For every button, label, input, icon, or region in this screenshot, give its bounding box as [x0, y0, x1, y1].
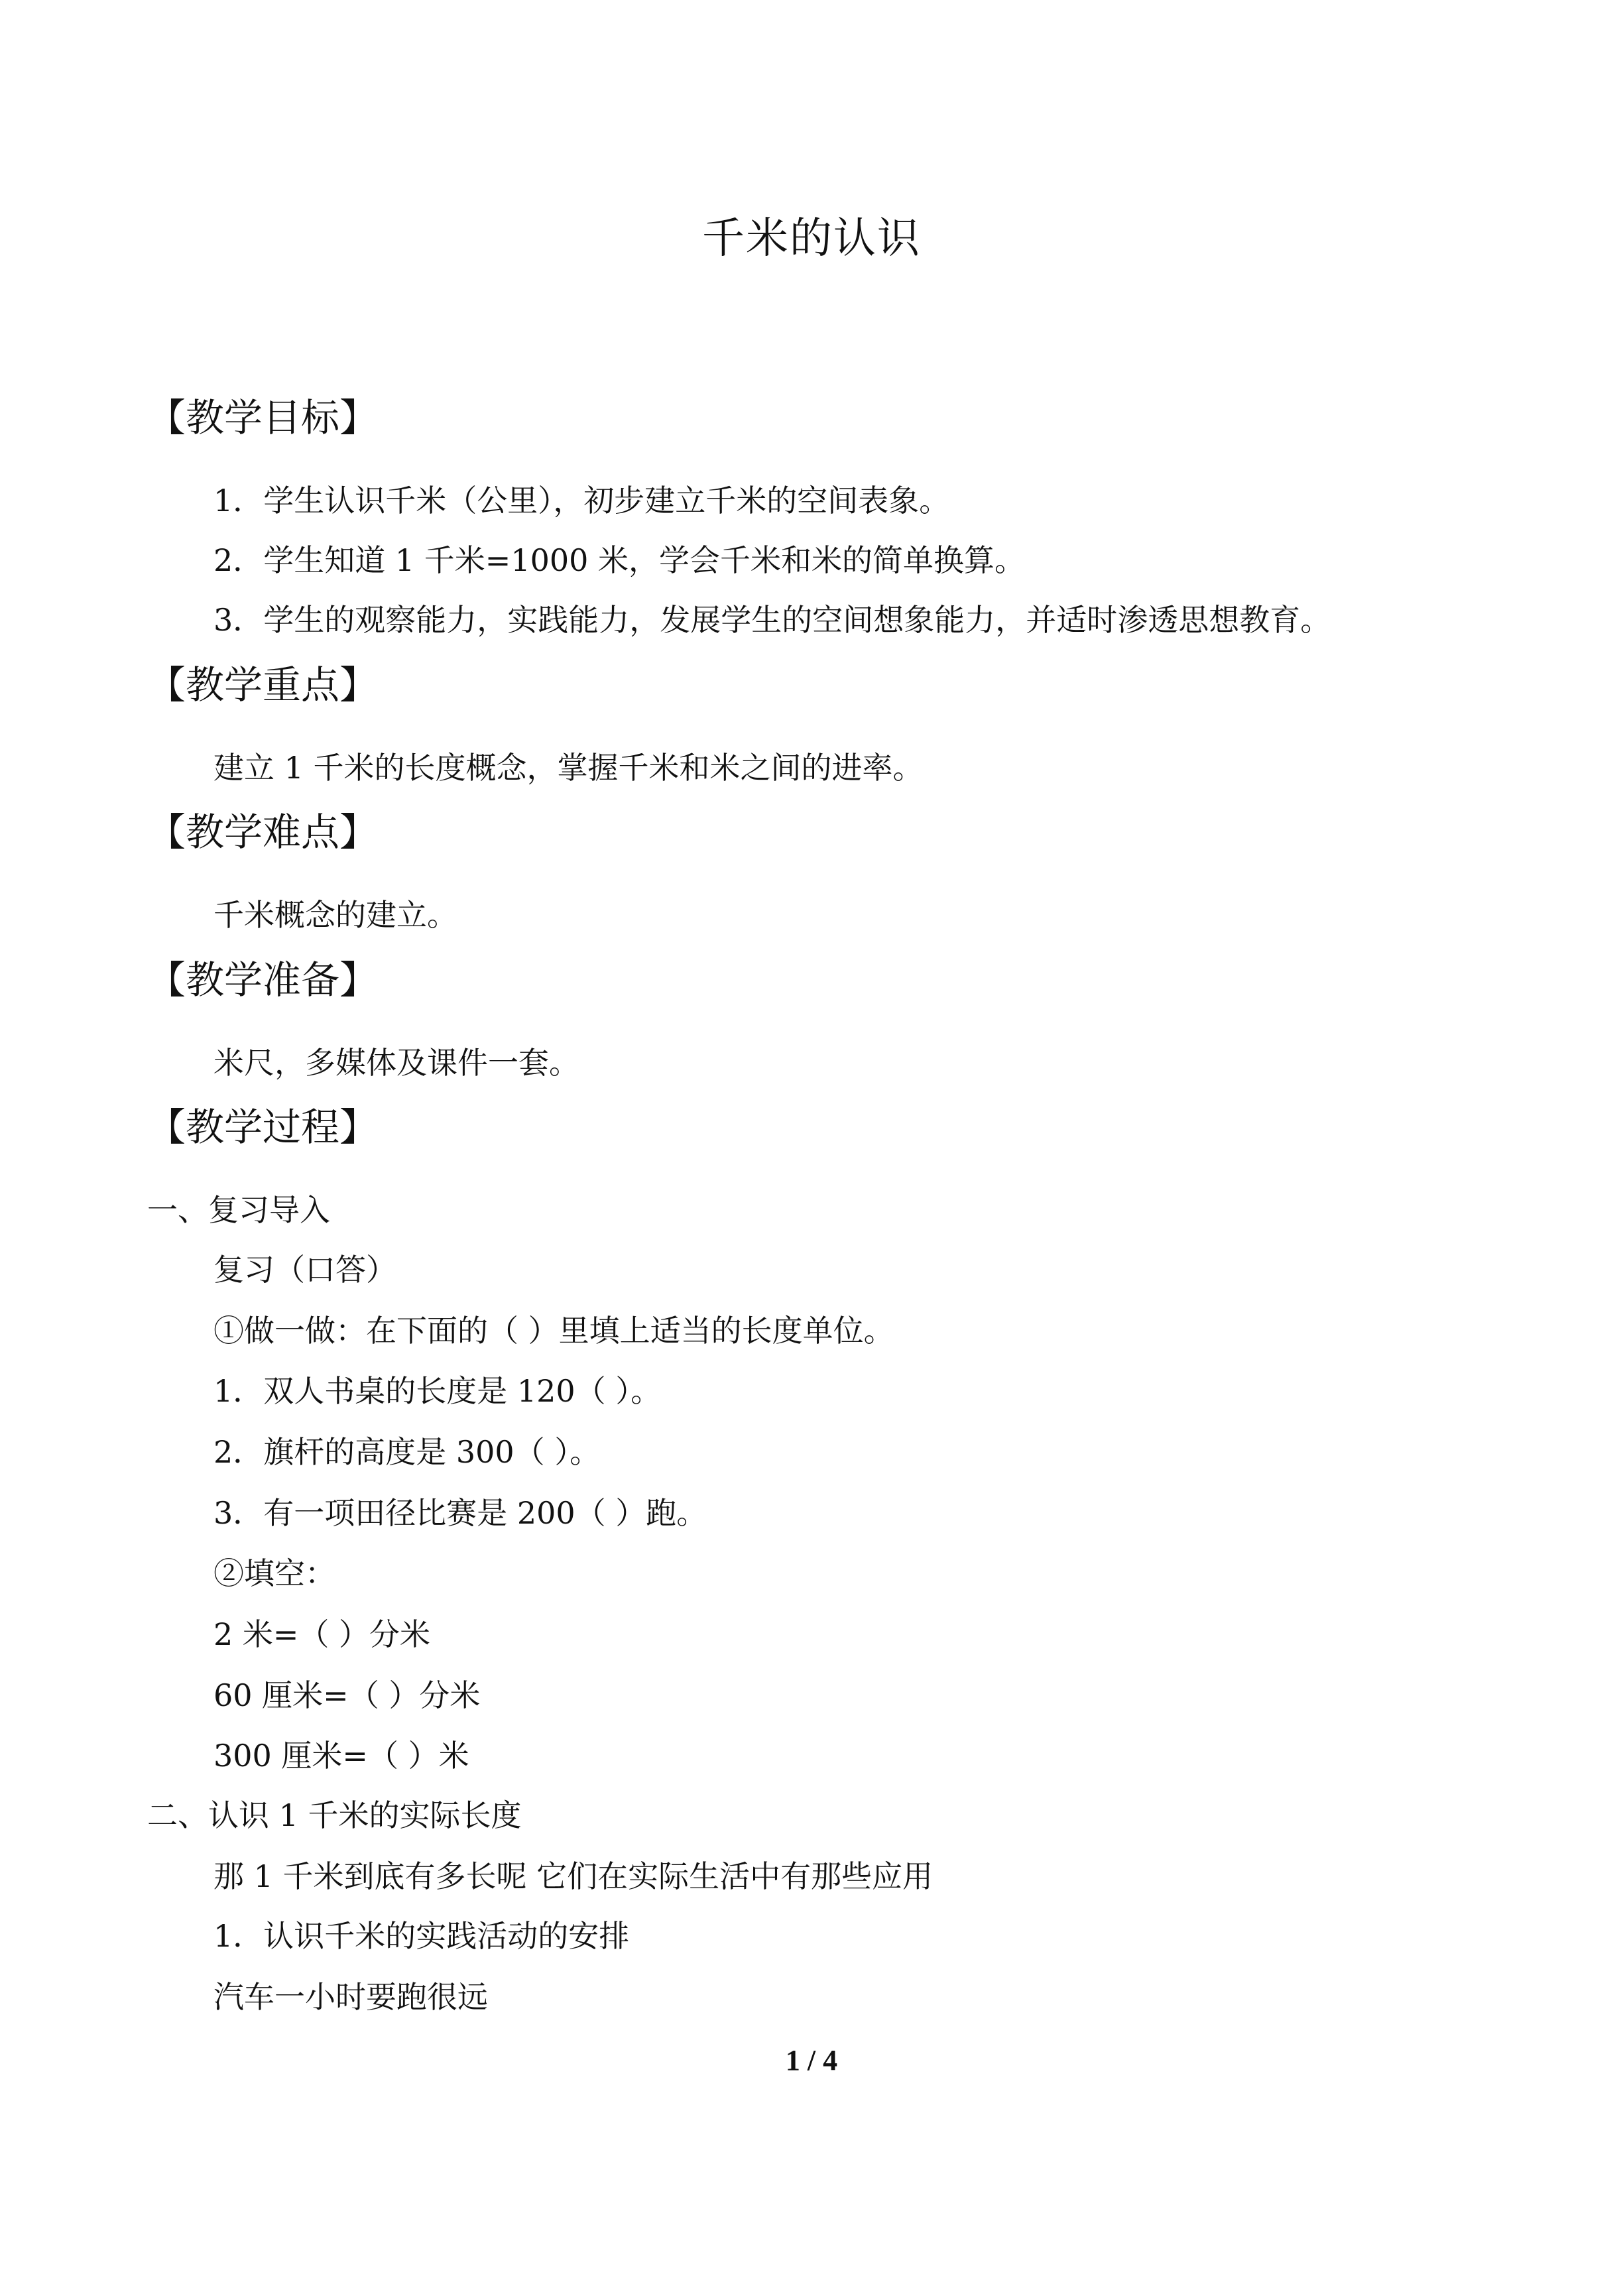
heading-goals: 【教学目标】: [147, 395, 379, 440]
part1-line-8: 60 厘米=（ ）分米: [213, 1677, 481, 1713]
part1-line-3: 1．双人书桌的长度是 120（ ）。: [213, 1373, 662, 1409]
part1-line-5: 3．有一项田径比赛是 200（ ）跑。: [213, 1495, 707, 1531]
preparation-text: 米尺，多媒体及课件一套。: [213, 1045, 579, 1081]
part1-line-2: ①做一做：在下面的（ ）里填上适当的长度单位。: [213, 1313, 894, 1349]
process-part1-title: 一、复习导入: [147, 1192, 330, 1228]
goal-item-2: 2．学生知道 1 千米=1000 米，学会千米和米的简单换算。: [213, 542, 1026, 578]
goal-item-3: 3．学生的观察能力，实践能力，发展学生的空间想象能力，并适时渗透思想教育。: [213, 602, 1331, 638]
part1-line-9: 300 厘米=（ ）米: [213, 1738, 469, 1774]
part1-line-4: 2．旗杆的高度是 300（ ）。: [213, 1434, 601, 1470]
part1-line-7: 2 米=（ ）分米: [213, 1616, 431, 1652]
difficulties-text: 千米概念的建立。: [213, 897, 457, 933]
page-title: 千米的认识: [702, 214, 921, 263]
key-points-text: 建立 1 千米的长度概念，掌握千米和米之间的进率。: [213, 750, 924, 786]
heading-key-points: 【教学重点】: [147, 662, 379, 707]
part2-line-2: 1．认识千米的实践活动的安排: [213, 1918, 630, 1954]
heading-preparation: 【教学准备】: [147, 957, 379, 1002]
part2-line-1: 那 1 千米到底有多长呢 它们在实际生活中有那些应用: [213, 1858, 933, 1894]
page-number: 1 / 4: [785, 2044, 838, 2077]
heading-process: 【教学过程】: [147, 1105, 379, 1150]
heading-difficulties: 【教学难点】: [147, 810, 379, 855]
goal-item-1: 1．学生认识千米（公里），初步建立千米的空间表象。: [213, 483, 950, 518]
part1-line-6: ②填空：: [213, 1555, 335, 1591]
process-part2-title: 二、认识 1 千米的实际长度: [147, 1797, 522, 1833]
part2-line-3: 汽车一小时要跑很远: [213, 1979, 488, 2015]
part1-line-1: 复习（口答）: [213, 1252, 396, 1288]
